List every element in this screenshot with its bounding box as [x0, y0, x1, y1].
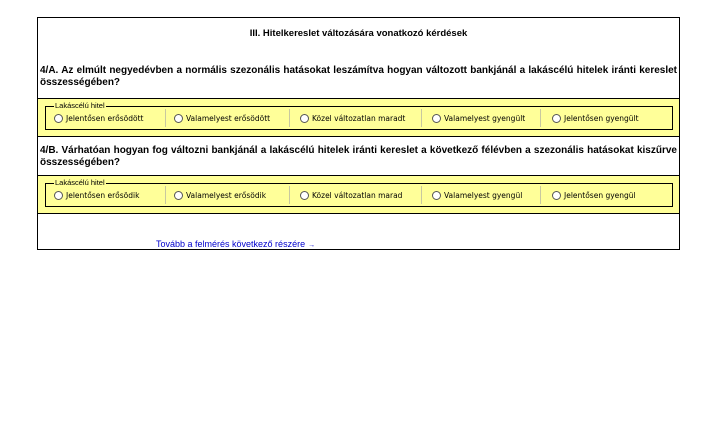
- radio-button[interactable]: [300, 191, 309, 200]
- radio-button[interactable]: [552, 191, 561, 200]
- divider: [165, 186, 166, 204]
- option-4a-1[interactable]: [54, 112, 143, 124]
- radio-group-label: Lakáscélú hitel: [55, 178, 105, 187]
- option-label: Valamelyest gyengült: [444, 113, 526, 123]
- radio-button[interactable]: [432, 114, 441, 123]
- option-4b-5[interactable]: [552, 189, 636, 201]
- divider: [421, 186, 422, 204]
- question-4b: 4/B. Várhatóan hogyan fog változni bankjánál a lakáscélú hitelek iránti kereslet a következő félévben a szezonális hatásokat kiszűrve összességében?: [40, 145, 677, 168]
- radio-group-4a: [45, 101, 673, 130]
- radio-button[interactable]: [174, 114, 183, 123]
- divider: [289, 186, 290, 204]
- arrow-right-icon: →: [308, 242, 316, 249]
- divider: [540, 186, 541, 204]
- option-label: Jelentősen gyengül: [564, 190, 636, 200]
- option-4a-3[interactable]: [300, 112, 405, 124]
- radio-button[interactable]: [54, 114, 63, 123]
- option-4b-3[interactable]: [300, 189, 402, 201]
- option-4b-4[interactable]: [432, 189, 522, 201]
- radio-button[interactable]: [174, 191, 183, 200]
- radio-button[interactable]: [54, 191, 63, 200]
- option-label: Jelentősen erősödik: [66, 190, 140, 200]
- option-label: Közel változatlan maradt: [312, 113, 406, 123]
- option-label: Jelentősen erősödött: [66, 113, 144, 123]
- survey-form: [37, 17, 680, 250]
- question-4a: 4/A. Az elmúlt negyedévben a normális szezonális hatásokat leszámítva hogyan változott bankjánál a lakáscélú hitelek iránti kereslet összességében?: [40, 65, 677, 88]
- option-4a-5[interactable]: [552, 112, 639, 124]
- radio-button[interactable]: [300, 114, 309, 123]
- divider: [289, 109, 290, 127]
- option-label: Jelentősen gyengült: [564, 113, 639, 123]
- divider: [165, 109, 166, 127]
- option-4a-4[interactable]: [432, 112, 525, 124]
- radio-group-4b: [45, 178, 673, 207]
- radio-group-label: Lakáscélú hitel: [55, 101, 105, 110]
- answer-band-4b: [38, 175, 679, 214]
- next-section-link-label[interactable]: Tovább a felmérés következő részére: [156, 239, 306, 249]
- option-4a-2[interactable]: [174, 112, 270, 124]
- next-section-link[interactable]: [156, 239, 315, 249]
- radio-button[interactable]: [552, 114, 561, 123]
- option-label: Valamelyest erősödik: [186, 190, 267, 200]
- section-title: III. Hitelkereslet változására vonatkozó kérdések: [249, 28, 468, 39]
- option-label: Valamelyest gyengül: [444, 190, 523, 200]
- option-4b-1[interactable]: [54, 189, 139, 201]
- divider: [421, 109, 422, 127]
- option-label: Közel változatlan marad: [312, 190, 403, 200]
- divider: [540, 109, 541, 127]
- option-label: Valamelyest erősödött: [186, 113, 271, 123]
- answer-band-4a: [38, 98, 679, 137]
- radio-button[interactable]: [432, 191, 441, 200]
- option-4b-2[interactable]: [174, 189, 266, 201]
